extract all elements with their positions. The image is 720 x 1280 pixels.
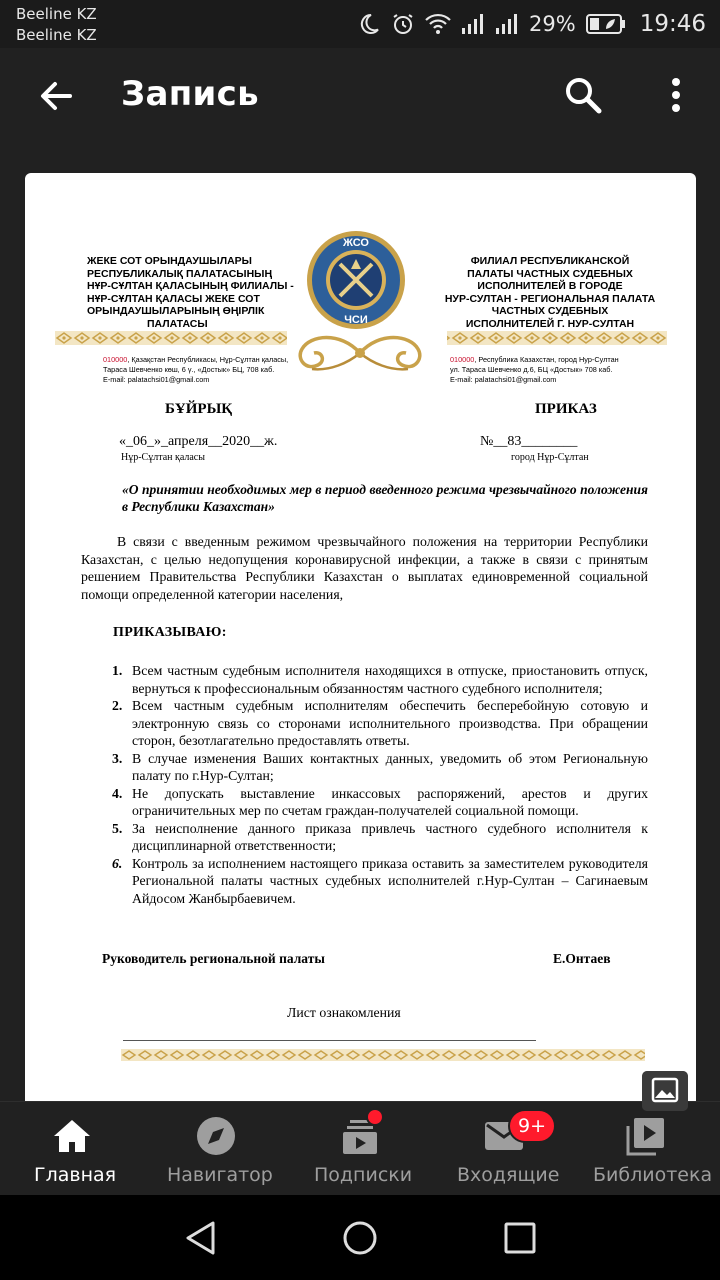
list-item: 4. Не допускать выставление инкассовых распоряжений, арестов и других ограничительных мер по счетам граждан-получателей социальной помощи. xyxy=(112,785,648,818)
nav-label: Главная xyxy=(34,1164,117,1186)
city-kazakh: Нұр-Сұлтан қаласы xyxy=(121,452,205,463)
battery-percent: 29% xyxy=(529,12,576,36)
battery-icon xyxy=(586,13,626,35)
divider xyxy=(123,1040,536,1041)
nav-item-navigator[interactable] xyxy=(144,1102,288,1196)
nav-item-home[interactable] xyxy=(0,1102,144,1196)
signal-icon xyxy=(495,13,519,35)
title-kazakh: БҰЙРЫҚ xyxy=(165,401,233,417)
inbox-badge: 9+ xyxy=(508,1109,556,1143)
nav-label: Входящие xyxy=(457,1164,560,1186)
image-view-icon[interactable] xyxy=(642,1071,688,1111)
nav-item-subscriptions[interactable] xyxy=(288,1102,432,1196)
list-item: 3. В случае изменения Ваших контактных данных, уведомить об этом Региональную палату по г.Нур-Султан; xyxy=(112,750,648,783)
status-icons xyxy=(357,8,706,40)
nav-label: Навигатор xyxy=(167,1164,273,1186)
svg-text:ЧСИ: ЧСИ xyxy=(344,314,368,326)
nav-item-inbox[interactable] xyxy=(432,1102,576,1196)
nav-label: Библиотека xyxy=(593,1164,713,1186)
arrow-back-icon[interactable] xyxy=(36,76,76,116)
signal-icon xyxy=(461,13,485,35)
document-image[interactable] xyxy=(25,173,696,1101)
page-title: Запись xyxy=(121,74,259,114)
order-intro: В связи с введенным режимом чрезвычайного положения на территории Республики Казахстан, с целью недопущения коронавирусной инфекции, а также в связи с принятым решением Правительства Республики Казахстан о выплатах единовременной социальной помощи определенной категории населения, xyxy=(81,534,648,602)
carrier-name: Beeline KZ xyxy=(16,5,97,23)
svg-text:ЖСО: ЖСО xyxy=(343,237,369,249)
search-icon[interactable] xyxy=(562,74,604,116)
city-russian: город Нұр-Сұлтан xyxy=(511,452,589,463)
post-content[interactable] xyxy=(0,146,720,1101)
status-bar xyxy=(0,0,720,48)
list-item: 1. Всем частным судебным исполнителя находящихся в отпуске, приостановить отпуск, вернуться к профессиональным обязанностям частного судебного исполнителя; xyxy=(112,663,648,696)
emblem-logo xyxy=(305,229,407,331)
signature-title: Руководитель региональной палаты xyxy=(102,951,325,966)
order-heading: ПРИКАЗЫВАЮ: xyxy=(113,625,227,640)
signature-name: Е.Онтаев xyxy=(553,951,611,966)
bottom-navigation xyxy=(0,1101,720,1195)
previous-text-fragment xyxy=(0,146,720,152)
wifi-icon xyxy=(425,13,451,35)
system-recents-icon[interactable] xyxy=(504,1222,536,1254)
ornament-border xyxy=(121,1049,645,1061)
more-vertical-icon[interactable] xyxy=(660,74,692,116)
list-item: 5. За неисполнение данного приказа привлечь частного судебного исполнителя к дисциплинарной ответственности; xyxy=(112,820,648,853)
address-right: 010000, Республика Казахстан, город Нур-Султан ул. Тараса Шевченко д.6, БЦ «Достык» 708 каб. E-mail: palatachsi01@gmail.com xyxy=(450,355,619,384)
address-left: 010000, Қазақстан Республикасы, Нұр-Сұлтан қаласы, Тараса Шевченко көш, 6 ү., «Достык» БЦ, 708 каб. E-mail: palatachsi01@gmail.com xyxy=(103,355,289,384)
system-home-icon[interactable] xyxy=(342,1220,378,1256)
nav-item-library[interactable] xyxy=(576,1102,720,1196)
header-right: ФИЛИАЛ РЕСПУБЛИКАНСКОЙ ПАЛАТЫ ЧАСТНЫХ СУДЕБНЫХ ИСПОЛНИТЕЛЕЙ В ГОРОДЕ НУР-СУЛТАН - РЕГИОНАЛЬНАЯ ПАЛАТА ЧАСТНЫХ СУДЕБНЫХ ИСПОЛНИТЕЛЕЙ Г. НУР-СУЛТАН xyxy=(444,255,656,330)
app-bar xyxy=(0,48,720,146)
compass-icon xyxy=(194,1114,238,1158)
carrier-name: Beeline KZ xyxy=(16,26,97,44)
system-navigation-bar xyxy=(0,1195,720,1280)
title-russian: ПРИКАЗ xyxy=(535,401,597,417)
nav-label: Подписки xyxy=(314,1164,413,1186)
list-item: 2. Всем частным судебным исполнителям обеспечить бесперебойную сотовую и электронную связь со сторонами исполнительного производства. При обращении сторон, безотлагательно предоставлять ответы. xyxy=(112,698,648,748)
order-items xyxy=(112,662,648,907)
system-back-icon[interactable] xyxy=(184,1220,218,1256)
library-icon xyxy=(624,1114,668,1158)
list-item: 6. Контроль за исполнением настоящего приказа оставить за заместителем руководителя Региональной палаты частных судебных исполнителей г.Нур-Султан – Сагинаевым Айдосом Жанбырбаевичем. xyxy=(112,855,648,906)
header-left: ЖЕКЕ СОТ ОРЫНДАУШЫЛАРЫ РЕСПУБЛИКАЛЫҚ ПАЛАТАСЫНЫҢ НҰР-СҰЛТАН ҚАЛАСЫНЫҢ ФИЛИАЛЫ - НҰР-СҰЛТАН ҚАЛАСЫ ЖЕКЕ СОТ ОРЫНДАУШЫЛАРЫНЫҢ ӨҢІРЛІК ПАЛАТАСЫ xyxy=(87,255,294,330)
alarm-icon xyxy=(391,12,415,36)
clock: 19:46 xyxy=(639,11,706,37)
new-content-badge xyxy=(366,1108,384,1126)
order-subject: «О принятии необходимых мер в период введенного режима чрезвычайного положения в Республики Казахстан» xyxy=(122,482,648,514)
order-date: «_06_»_апреля__2020__ж. xyxy=(119,434,278,449)
moon-icon xyxy=(357,12,381,36)
order-number: №__83________ xyxy=(480,434,578,449)
home-icon xyxy=(50,1114,94,1158)
acquaintance-sheet-title: Лист ознакомления xyxy=(287,1005,401,1020)
